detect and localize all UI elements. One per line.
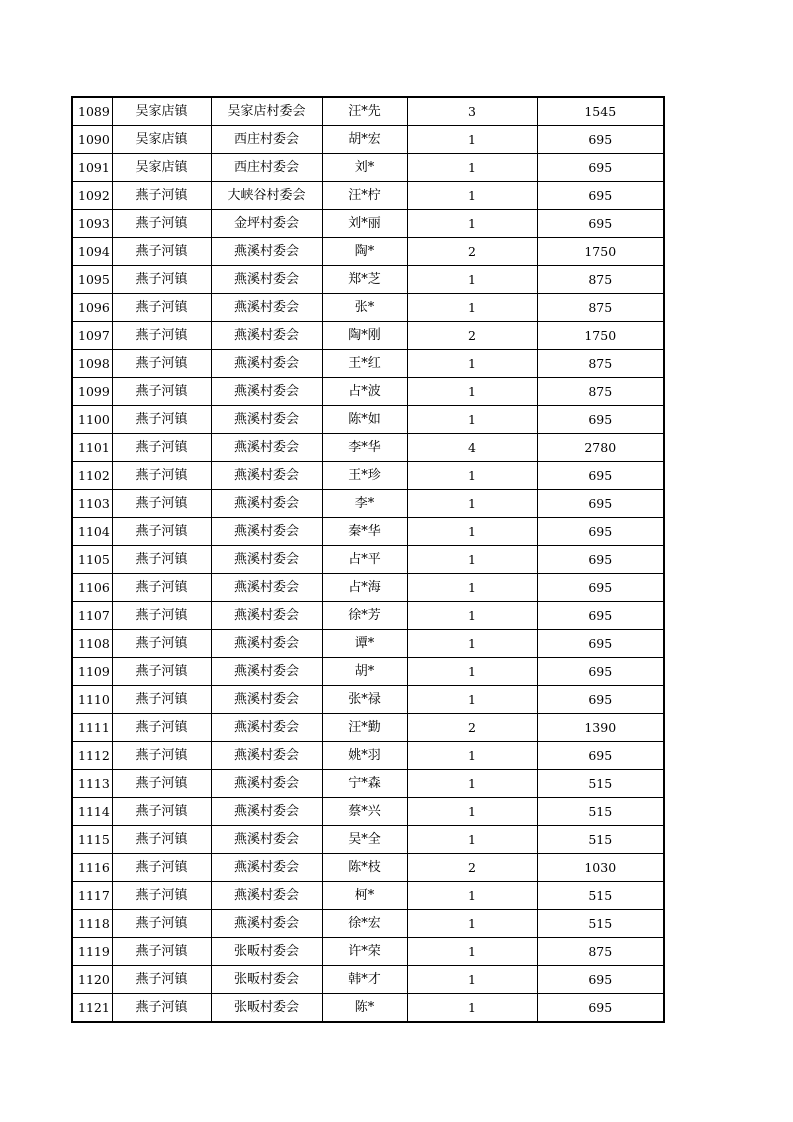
person-name-cell: 胡*宏 <box>322 126 407 154</box>
count-cell: 1 <box>407 602 537 630</box>
village-committee-cell: 燕溪村委会 <box>211 434 322 462</box>
village-committee-cell: 燕溪村委会 <box>211 826 322 854</box>
person-name-cell: 秦*华 <box>322 518 407 546</box>
row-number-cell: 1118 <box>72 910 112 938</box>
table-row <box>72 462 664 490</box>
table-row <box>72 238 664 266</box>
count-cell: 1 <box>407 798 537 826</box>
row-number-cell: 1106 <box>72 574 112 602</box>
town-cell: 燕子河镇 <box>112 686 211 714</box>
table-row <box>72 574 664 602</box>
count-cell: 3 <box>407 97 537 126</box>
row-number-cell: 1102 <box>72 462 112 490</box>
roster-body <box>72 97 664 1022</box>
amount-cell: 875 <box>537 350 664 378</box>
amount-cell: 515 <box>537 882 664 910</box>
table-row <box>72 798 664 826</box>
count-cell: 1 <box>407 574 537 602</box>
town-cell: 燕子河镇 <box>112 266 211 294</box>
amount-cell: 875 <box>537 378 664 406</box>
row-number-cell: 1108 <box>72 630 112 658</box>
table-row <box>72 910 664 938</box>
person-name-cell: 胡* <box>322 658 407 686</box>
table-row <box>72 266 664 294</box>
town-cell: 燕子河镇 <box>112 210 211 238</box>
row-number-cell: 1105 <box>72 546 112 574</box>
amount-cell: 515 <box>537 910 664 938</box>
count-cell: 1 <box>407 182 537 210</box>
person-name-cell: 陈*如 <box>322 406 407 434</box>
town-cell: 吴家店镇 <box>112 126 211 154</box>
village-committee-cell: 燕溪村委会 <box>211 378 322 406</box>
village-committee-cell: 燕溪村委会 <box>211 602 322 630</box>
village-committee-cell: 张畈村委会 <box>211 994 322 1023</box>
row-number-cell: 1096 <box>72 294 112 322</box>
count-cell: 1 <box>407 742 537 770</box>
table-row <box>72 350 664 378</box>
amount-cell: 1390 <box>537 714 664 742</box>
count-cell: 1 <box>407 546 537 574</box>
amount-cell: 695 <box>537 994 664 1023</box>
person-name-cell: 徐*芳 <box>322 602 407 630</box>
town-cell: 燕子河镇 <box>112 826 211 854</box>
count-cell: 1 <box>407 686 537 714</box>
town-cell: 燕子河镇 <box>112 378 211 406</box>
amount-cell: 695 <box>537 658 664 686</box>
table-row <box>72 406 664 434</box>
person-name-cell: 韩*才 <box>322 966 407 994</box>
amount-cell: 695 <box>537 462 664 490</box>
roster-table <box>71 96 665 1023</box>
town-cell: 燕子河镇 <box>112 574 211 602</box>
table-row <box>72 518 664 546</box>
town-cell: 燕子河镇 <box>112 350 211 378</box>
amount-cell: 875 <box>537 294 664 322</box>
row-number-cell: 1100 <box>72 406 112 434</box>
count-cell: 1 <box>407 406 537 434</box>
row-number-cell: 1092 <box>72 182 112 210</box>
amount-cell: 875 <box>537 266 664 294</box>
count-cell: 1 <box>407 966 537 994</box>
town-cell: 燕子河镇 <box>112 518 211 546</box>
table-row <box>72 154 664 182</box>
row-number-cell: 1093 <box>72 210 112 238</box>
person-name-cell: 吴*全 <box>322 826 407 854</box>
village-committee-cell: 燕溪村委会 <box>211 350 322 378</box>
table-row <box>72 966 664 994</box>
town-cell: 燕子河镇 <box>112 658 211 686</box>
village-committee-cell: 燕溪村委会 <box>211 546 322 574</box>
count-cell: 1 <box>407 882 537 910</box>
row-number-cell: 1095 <box>72 266 112 294</box>
amount-cell: 1750 <box>537 238 664 266</box>
table-row <box>72 97 664 126</box>
amount-cell: 695 <box>537 182 664 210</box>
row-number-cell: 1120 <box>72 966 112 994</box>
amount-cell: 695 <box>537 154 664 182</box>
row-number-cell: 1111 <box>72 714 112 742</box>
village-committee-cell: 燕溪村委会 <box>211 686 322 714</box>
village-committee-cell: 西庄村委会 <box>211 126 322 154</box>
person-name-cell: 汪*勤 <box>322 714 407 742</box>
person-name-cell: 王*珍 <box>322 462 407 490</box>
row-number-cell: 1104 <box>72 518 112 546</box>
person-name-cell: 汪*柠 <box>322 182 407 210</box>
village-committee-cell: 燕溪村委会 <box>211 238 322 266</box>
count-cell: 1 <box>407 266 537 294</box>
row-number-cell: 1113 <box>72 770 112 798</box>
village-committee-cell: 燕溪村委会 <box>211 406 322 434</box>
row-number-cell: 1091 <box>72 154 112 182</box>
row-number-cell: 1117 <box>72 882 112 910</box>
person-name-cell: 蔡*兴 <box>322 798 407 826</box>
village-committee-cell: 燕溪村委会 <box>211 658 322 686</box>
town-cell: 燕子河镇 <box>112 854 211 882</box>
town-cell: 燕子河镇 <box>112 406 211 434</box>
village-committee-cell: 燕溪村委会 <box>211 294 322 322</box>
row-number-cell: 1098 <box>72 350 112 378</box>
person-name-cell: 李*华 <box>322 434 407 462</box>
village-committee-cell: 燕溪村委会 <box>211 518 322 546</box>
town-cell: 燕子河镇 <box>112 546 211 574</box>
town-cell: 燕子河镇 <box>112 910 211 938</box>
table-row <box>72 770 664 798</box>
town-cell: 吴家店镇 <box>112 154 211 182</box>
town-cell: 燕子河镇 <box>112 182 211 210</box>
amount-cell: 1750 <box>537 322 664 350</box>
count-cell: 4 <box>407 434 537 462</box>
amount-cell: 695 <box>537 126 664 154</box>
row-number-cell: 1121 <box>72 994 112 1023</box>
town-cell: 燕子河镇 <box>112 742 211 770</box>
town-cell: 燕子河镇 <box>112 714 211 742</box>
person-name-cell: 陶* <box>322 238 407 266</box>
amount-cell: 695 <box>537 406 664 434</box>
person-name-cell: 张*禄 <box>322 686 407 714</box>
town-cell: 燕子河镇 <box>112 882 211 910</box>
row-number-cell: 1110 <box>72 686 112 714</box>
count-cell: 1 <box>407 350 537 378</box>
person-name-cell: 占*海 <box>322 574 407 602</box>
amount-cell: 695 <box>537 966 664 994</box>
row-number-cell: 1103 <box>72 490 112 518</box>
amount-cell: 2780 <box>537 434 664 462</box>
amount-cell: 695 <box>537 602 664 630</box>
row-number-cell: 1099 <box>72 378 112 406</box>
count-cell: 1 <box>407 462 537 490</box>
count-cell: 1 <box>407 490 537 518</box>
town-cell: 燕子河镇 <box>112 602 211 630</box>
town-cell: 燕子河镇 <box>112 994 211 1023</box>
person-name-cell: 刘*丽 <box>322 210 407 238</box>
table-row <box>72 210 664 238</box>
table-row <box>72 630 664 658</box>
person-name-cell: 汪*先 <box>322 97 407 126</box>
town-cell: 燕子河镇 <box>112 462 211 490</box>
village-committee-cell: 燕溪村委会 <box>211 714 322 742</box>
village-committee-cell: 大峡谷村委会 <box>211 182 322 210</box>
amount-cell: 695 <box>537 546 664 574</box>
village-committee-cell: 燕溪村委会 <box>211 798 322 826</box>
table-row <box>72 938 664 966</box>
count-cell: 1 <box>407 910 537 938</box>
count-cell: 2 <box>407 714 537 742</box>
amount-cell: 515 <box>537 826 664 854</box>
person-name-cell: 许*荣 <box>322 938 407 966</box>
table-row <box>72 686 664 714</box>
amount-cell: 1030 <box>537 854 664 882</box>
person-name-cell: 张* <box>322 294 407 322</box>
count-cell: 1 <box>407 518 537 546</box>
table-row <box>72 490 664 518</box>
table-row <box>72 994 664 1023</box>
amount-cell: 695 <box>537 518 664 546</box>
person-name-cell: 占*平 <box>322 546 407 574</box>
row-number-cell: 1114 <box>72 798 112 826</box>
village-committee-cell: 燕溪村委会 <box>211 490 322 518</box>
table-row <box>72 182 664 210</box>
amount-cell: 695 <box>537 574 664 602</box>
count-cell: 2 <box>407 322 537 350</box>
person-name-cell: 李* <box>322 490 407 518</box>
table-row <box>72 294 664 322</box>
town-cell: 燕子河镇 <box>112 630 211 658</box>
town-cell: 吴家店镇 <box>112 97 211 126</box>
table-row <box>72 434 664 462</box>
village-committee-cell: 燕溪村委会 <box>211 462 322 490</box>
row-number-cell: 1109 <box>72 658 112 686</box>
count-cell: 1 <box>407 630 537 658</box>
table-row <box>72 826 664 854</box>
village-committee-cell: 金坪村委会 <box>211 210 322 238</box>
amount-cell: 515 <box>537 770 664 798</box>
count-cell: 1 <box>407 294 537 322</box>
village-committee-cell: 燕溪村委会 <box>211 742 322 770</box>
amount-cell: 695 <box>537 686 664 714</box>
count-cell: 2 <box>407 238 537 266</box>
town-cell: 燕子河镇 <box>112 294 211 322</box>
village-committee-cell: 燕溪村委会 <box>211 770 322 798</box>
amount-cell: 1545 <box>537 97 664 126</box>
person-name-cell: 姚*羽 <box>322 742 407 770</box>
table-row <box>72 714 664 742</box>
person-name-cell: 陈* <box>322 994 407 1023</box>
town-cell: 燕子河镇 <box>112 770 211 798</box>
person-name-cell: 郑*芝 <box>322 266 407 294</box>
village-committee-cell: 燕溪村委会 <box>211 322 322 350</box>
row-number-cell: 1112 <box>72 742 112 770</box>
person-name-cell: 徐*宏 <box>322 910 407 938</box>
amount-cell: 695 <box>537 490 664 518</box>
town-cell: 燕子河镇 <box>112 938 211 966</box>
village-committee-cell: 燕溪村委会 <box>211 854 322 882</box>
row-number-cell: 1107 <box>72 602 112 630</box>
village-committee-cell: 燕溪村委会 <box>211 882 322 910</box>
amount-cell: 695 <box>537 210 664 238</box>
town-cell: 燕子河镇 <box>112 322 211 350</box>
town-cell: 燕子河镇 <box>112 966 211 994</box>
person-name-cell: 陶*刚 <box>322 322 407 350</box>
count-cell: 1 <box>407 154 537 182</box>
amount-cell: 695 <box>537 742 664 770</box>
count-cell: 1 <box>407 126 537 154</box>
table-row <box>72 322 664 350</box>
village-committee-cell: 张畈村委会 <box>211 966 322 994</box>
village-committee-cell: 燕溪村委会 <box>211 630 322 658</box>
row-number-cell: 1116 <box>72 854 112 882</box>
person-name-cell: 柯* <box>322 882 407 910</box>
count-cell: 1 <box>407 770 537 798</box>
town-cell: 燕子河镇 <box>112 238 211 266</box>
row-number-cell: 1089 <box>72 97 112 126</box>
person-name-cell: 王*红 <box>322 350 407 378</box>
table-row <box>72 546 664 574</box>
row-number-cell: 1101 <box>72 434 112 462</box>
person-name-cell: 刘* <box>322 154 407 182</box>
count-cell: 1 <box>407 210 537 238</box>
row-number-cell: 1115 <box>72 826 112 854</box>
table-row <box>72 742 664 770</box>
row-number-cell: 1090 <box>72 126 112 154</box>
village-committee-cell: 燕溪村委会 <box>211 266 322 294</box>
person-name-cell: 占*波 <box>322 378 407 406</box>
village-committee-cell: 吴家店村委会 <box>211 97 322 126</box>
row-number-cell: 1094 <box>72 238 112 266</box>
person-name-cell: 谭* <box>322 630 407 658</box>
count-cell: 1 <box>407 938 537 966</box>
person-name-cell: 陈*枝 <box>322 854 407 882</box>
table-row <box>72 378 664 406</box>
village-committee-cell: 西庄村委会 <box>211 154 322 182</box>
amount-cell: 515 <box>537 798 664 826</box>
count-cell: 2 <box>407 854 537 882</box>
town-cell: 燕子河镇 <box>112 434 211 462</box>
town-cell: 燕子河镇 <box>112 798 211 826</box>
table-row <box>72 854 664 882</box>
town-cell: 燕子河镇 <box>112 490 211 518</box>
table-row <box>72 602 664 630</box>
table-row <box>72 126 664 154</box>
person-name-cell: 宁*森 <box>322 770 407 798</box>
count-cell: 1 <box>407 658 537 686</box>
table-row <box>72 882 664 910</box>
amount-cell: 875 <box>537 938 664 966</box>
village-committee-cell: 张畈村委会 <box>211 938 322 966</box>
count-cell: 1 <box>407 994 537 1023</box>
row-number-cell: 1097 <box>72 322 112 350</box>
count-cell: 1 <box>407 826 537 854</box>
row-number-cell: 1119 <box>72 938 112 966</box>
village-committee-cell: 燕溪村委会 <box>211 910 322 938</box>
village-committee-cell: 燕溪村委会 <box>211 574 322 602</box>
table-row <box>72 658 664 686</box>
count-cell: 1 <box>407 378 537 406</box>
amount-cell: 695 <box>537 630 664 658</box>
